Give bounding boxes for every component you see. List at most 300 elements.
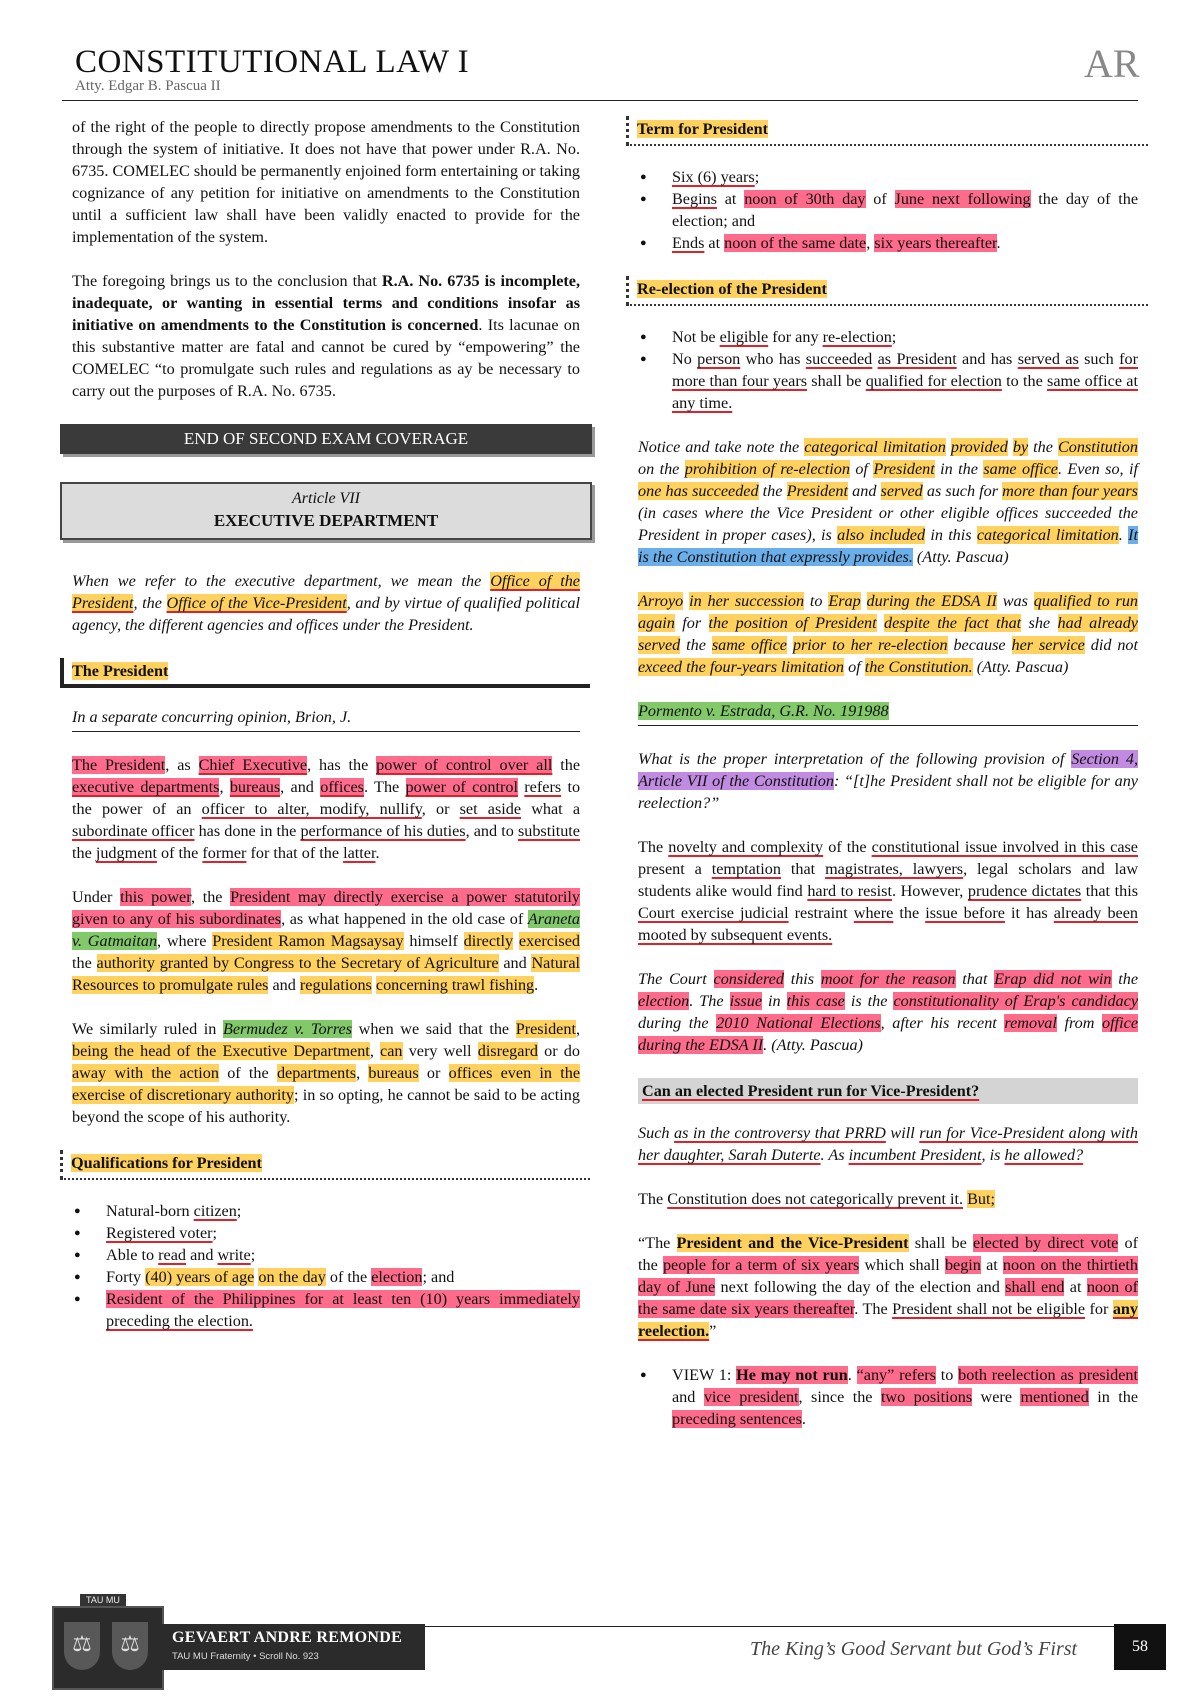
text-run: considered xyxy=(713,970,784,988)
text-run: , and to xyxy=(465,822,518,840)
article-title: EXECUTIVE DEPARTMENT xyxy=(213,511,439,530)
list-item xyxy=(638,348,1138,414)
text-run: constitutional issue involved in this case xyxy=(871,838,1138,856)
text-run: . xyxy=(375,844,380,862)
text-run: to the power of an xyxy=(72,778,581,818)
text-run: directly xyxy=(463,932,514,950)
text-run: ; xyxy=(891,328,897,346)
text-run: the Constitution. xyxy=(864,658,973,676)
text-run: in her succession xyxy=(689,592,805,610)
fraternity-emblem xyxy=(52,1595,164,1690)
paragraph-conclusion xyxy=(72,270,580,402)
text-run: and has xyxy=(956,350,1018,368)
paragraph-question xyxy=(638,748,1138,814)
text-run: , or xyxy=(421,800,460,818)
text-run: during the EDSA II xyxy=(866,592,997,610)
text-run: (Atty. Pascua) xyxy=(912,548,1009,566)
text-run: . xyxy=(996,234,1001,252)
text-run: Constitution xyxy=(1057,438,1138,456)
text-run: one has succeeded xyxy=(638,482,759,500)
text-run: . (Atty. Pascua) xyxy=(763,1036,863,1054)
text-run: the position of President xyxy=(708,614,877,632)
text-run: . The xyxy=(689,992,730,1010)
text-run: authority granted by Congress to the Secretary of Agriculture xyxy=(96,954,499,972)
text-run: bureaus xyxy=(229,778,281,796)
text-run: substitute xyxy=(517,822,580,840)
footer-motto: The King’s Good Servant but God’s First xyxy=(750,1638,1078,1660)
text-run: VIEW 1: xyxy=(672,1366,737,1384)
text-run: for xyxy=(674,614,709,632)
reelection-list xyxy=(638,326,1138,414)
text-run: Registered voter xyxy=(106,1224,213,1242)
end-of-coverage-banner: END OF SECOND EXAM COVERAGE xyxy=(60,424,592,454)
text-run: that this xyxy=(1081,882,1138,900)
text-run: categorical limitation xyxy=(976,526,1119,544)
text-run: ” xyxy=(709,1322,717,1340)
text-run: as in the controversy that PRRD xyxy=(674,1124,886,1142)
text-run: . xyxy=(534,976,539,994)
text-run: on the xyxy=(638,460,685,478)
text-run: , and xyxy=(280,778,321,796)
text-run: constitutionality of Erap's candidacy xyxy=(893,992,1139,1010)
header-divider xyxy=(62,100,1138,101)
text-run: President shall not be eligible xyxy=(892,1300,1086,1318)
text-run: ; xyxy=(236,1202,242,1220)
list-item xyxy=(72,1200,580,1222)
text-run: It is the Constitution that expressly provides. xyxy=(638,526,1138,566)
text-run: more than four years xyxy=(1002,482,1138,500)
text-run: ; in so opting, he cannot be said to be acting beyond the scope of his authority. xyxy=(72,1086,580,1126)
fraternity-scroll: TAU MU Fraternity • Scroll No. 923 xyxy=(172,1651,319,1662)
text-run: very well xyxy=(402,1042,478,1060)
paragraph-bermudez xyxy=(72,1018,580,1128)
text-run: The xyxy=(638,838,669,856)
text-run: served as xyxy=(1017,350,1079,368)
text-run: refers xyxy=(524,778,562,796)
text-run: . xyxy=(847,1366,857,1384)
article-number: Article VII xyxy=(292,490,360,507)
text-run: The xyxy=(638,1190,668,1208)
text-run: President xyxy=(786,482,849,500)
paragraph-prrd xyxy=(638,1122,1138,1166)
case-heading-pormento xyxy=(638,700,1138,726)
paragraph-categorical-limitation xyxy=(638,436,1138,568)
text-run: this case xyxy=(786,992,845,1010)
text-run: did not xyxy=(1084,636,1139,654)
text-run: . As xyxy=(820,1146,849,1164)
text-run: this power xyxy=(120,888,191,906)
paragraph-under-this-power xyxy=(72,886,580,996)
text-run: will xyxy=(885,1124,920,1142)
text-run: power of control over all xyxy=(376,756,553,774)
text-run: , the xyxy=(190,888,231,906)
text-run: shall end xyxy=(1005,1278,1065,1296)
text-run: the xyxy=(1111,970,1139,988)
text-run: 2010 National Elections xyxy=(716,1014,881,1032)
text-run xyxy=(877,614,884,632)
text-run: mentioned xyxy=(1020,1388,1089,1406)
text-run: can xyxy=(380,1042,403,1060)
text-run: being the head of the Executive Department xyxy=(72,1042,370,1060)
text-run: , and by virtue of qualified political agency, the different agencies and offices under the President. xyxy=(72,594,580,634)
text-run: two positions xyxy=(880,1388,973,1406)
text-run: Such xyxy=(638,1124,675,1142)
text-run: and xyxy=(268,976,300,994)
text-run: , the xyxy=(133,594,167,612)
list-item xyxy=(638,188,1138,232)
text-run: and xyxy=(498,954,532,972)
text-run: President may directly exercise a power statutorily given to any of his subordinates xyxy=(72,888,580,928)
text-run: , since the xyxy=(798,1388,881,1406)
text-run: (in cases where the Vice President or other eligible offices succeeded the President in proper cases), is xyxy=(638,504,1138,544)
text-run: Begins xyxy=(672,190,717,208)
text-run: to xyxy=(935,1366,959,1384)
text-run: qualified to run again xyxy=(638,592,1139,632)
text-run: ; xyxy=(250,1246,256,1264)
text-run: Araneta v. Gatmaitan xyxy=(72,910,580,950)
heading-qualifications-text: Qualifications for President xyxy=(71,1154,262,1172)
text-run: “The xyxy=(638,1234,677,1252)
text-run: set aside xyxy=(459,800,522,818)
text-run: disregard xyxy=(477,1042,538,1060)
text-run: Six (6) years xyxy=(672,168,755,186)
text-run: person xyxy=(697,350,741,368)
text-run: during the xyxy=(638,1014,717,1032)
text-run: judgment xyxy=(95,844,157,862)
text-run: the xyxy=(1028,438,1058,456)
text-run: , xyxy=(575,1020,580,1038)
text-run: The President xyxy=(72,756,166,774)
shield-icon: ⚖ xyxy=(64,1622,100,1670)
text-run: for more than four years xyxy=(672,350,1138,390)
text-run: citizen xyxy=(193,1202,237,1220)
text-run: , as xyxy=(165,756,199,774)
text-run: at xyxy=(980,1256,1003,1274)
text-run: Erap xyxy=(828,592,861,610)
text-run: , as what happened in the old case of xyxy=(281,910,528,928)
text-run: offices xyxy=(320,778,364,796)
text-run: the xyxy=(552,756,581,774)
text-run: or xyxy=(418,1064,449,1082)
text-run: . The xyxy=(363,778,406,796)
text-run: novelty and complexity xyxy=(668,838,824,856)
text-run: of the xyxy=(325,1268,372,1286)
text-run: prohibition of re-election xyxy=(684,460,850,478)
text-run: of xyxy=(865,190,895,208)
text-run: because xyxy=(947,636,1012,654)
text-run: ; and xyxy=(422,1268,455,1286)
text-run: Under xyxy=(72,888,121,906)
text-run: , xyxy=(866,234,875,252)
heading-reelection xyxy=(626,276,1148,306)
text-run: . xyxy=(1118,526,1129,544)
text-run: in xyxy=(762,992,787,1010)
conclusion-tail: . Its lacunae on this substantive matter are fatal and cannot be cured by “empowering” the COMELEC “to promulgate such rules and regulations as ay be necessary to carry out the purposes of R.A. No. 6735. xyxy=(72,316,580,400)
case-heading-pormento-text: Pormento v. Estrada, G.R. No. 191988 xyxy=(638,702,889,720)
text-run: What is the proper interpretation of the following provision of xyxy=(638,750,1072,768)
text-run: write xyxy=(217,1246,251,1264)
text-run: But; xyxy=(967,1190,995,1208)
text-run: Ends xyxy=(672,234,705,252)
text-run: to xyxy=(804,592,829,610)
text-run: served xyxy=(880,482,923,500)
page-number: 58 xyxy=(1114,1624,1166,1670)
text-run: for xyxy=(1085,1300,1113,1318)
text-run: or do xyxy=(537,1042,580,1060)
text-run: shall be xyxy=(908,1234,973,1252)
text-run: No xyxy=(672,350,698,368)
text-run: , xyxy=(219,778,230,796)
text-run: . xyxy=(801,1410,806,1428)
text-run: succeeded xyxy=(805,350,873,368)
text-run: and xyxy=(848,482,881,500)
text-run: is the xyxy=(844,992,894,1010)
text-run: that xyxy=(780,860,826,878)
paragraph-initiative: of the right of the people to directly propose amendments to the Constitution through the system of initiative. It does not have that power under R.A. No. 6735. COMELEC should be permanently enjoined form entertaining or taking cognizance of any petition for initiative on amendments to the Constitution until a sufficient law shall have been validly enacted to provide for the implementation of the system. xyxy=(72,118,581,246)
text-run: has done in the xyxy=(194,822,301,840)
executive-intro xyxy=(72,570,580,636)
text-run: the xyxy=(758,482,787,500)
views-list xyxy=(638,1364,1138,1430)
text-run: provided xyxy=(950,438,1008,456)
text-run: Arroyo xyxy=(638,592,684,610)
text-run: categorical limitation xyxy=(804,438,946,456)
text-run: it has xyxy=(1004,904,1054,922)
heading-reelection-text: Re-election of the President xyxy=(637,280,827,298)
text-run: away with the action xyxy=(72,1064,219,1082)
text-run: ; xyxy=(212,1224,218,1242)
text-run: vice president xyxy=(703,1388,799,1406)
text-run: of xyxy=(844,658,865,676)
heading-vice-president-question-text: Can an elected President run for Vice-President? xyxy=(642,1082,980,1100)
paragraph-arroyo xyxy=(638,590,1138,678)
text-run: as such for xyxy=(922,482,1003,500)
scales-shield-icon: ⚖ xyxy=(112,1622,148,1670)
text-run: preceding the election. xyxy=(106,1312,253,1330)
text-run: He may not run xyxy=(736,1366,848,1384)
text-run: election xyxy=(638,992,690,1010)
conclusion-bold: R.A. No. 6735 is incomplete, inadequate, or wanting in essential terms and conditions insofar as initiative on amendments to the Constitution is concerned xyxy=(72,272,581,334)
text-run: begin xyxy=(944,1256,981,1274)
text-run: which shall xyxy=(859,1256,945,1274)
text-run: from xyxy=(1056,1014,1103,1032)
text-run: hard to resist xyxy=(807,882,892,900)
text-run: already been mooted by subsequent events. xyxy=(638,904,1138,944)
text-run: executive departments xyxy=(72,778,220,796)
text-run: by xyxy=(1012,438,1029,456)
text-run: President xyxy=(873,460,935,478)
text-run: , legal scholars and law students alike would find xyxy=(638,860,1139,900)
text-run: Able to xyxy=(106,1246,159,1264)
text-run: as President xyxy=(877,350,957,368)
text-run: departments xyxy=(276,1064,357,1082)
heading-vice-president-question xyxy=(638,1078,1138,1104)
right-column xyxy=(638,116,1138,1452)
text-run: Natural-born xyxy=(106,1202,194,1220)
text-run: the xyxy=(72,844,96,862)
text-run: any reelection. xyxy=(638,1300,1139,1340)
text-run: when we said that the xyxy=(352,1020,516,1038)
text-run: same office at any time. xyxy=(672,372,1138,412)
text-run: for that of the xyxy=(246,844,344,862)
text-run: shall be xyxy=(807,372,866,390)
text-run: exercised xyxy=(518,932,581,950)
text-run: her service xyxy=(1011,636,1085,654)
list-item xyxy=(72,1266,580,1288)
text-run: issue before xyxy=(925,904,1005,922)
text-run: Notice and take note the xyxy=(638,438,805,456)
text-run: of the xyxy=(156,844,203,862)
author-name: GEVAERT ANDRE REMONDE xyxy=(172,1629,403,1646)
text-run: re-election xyxy=(822,328,892,346)
text-run: President and the Vice-President xyxy=(676,1234,909,1252)
text-run: next following the day of the election and xyxy=(715,1278,1006,1296)
paragraph-moot xyxy=(638,968,1138,1056)
text-run: regulations xyxy=(299,976,372,994)
text-run: subordinate officer xyxy=(72,822,195,840)
heading-qualifications xyxy=(60,1150,590,1180)
text-run: the xyxy=(72,954,97,972)
text-run: same office xyxy=(711,636,787,654)
heading-the-president-text: The President xyxy=(72,662,169,680)
text-run: and xyxy=(186,1246,218,1264)
emblem-tag: TAU MU xyxy=(80,1594,126,1606)
text-run: where xyxy=(853,904,894,922)
document-author: Atty. Edgar B. Pascua II xyxy=(75,78,221,94)
text-run: who has xyxy=(740,350,806,368)
text-run: performance of his duties xyxy=(300,822,466,840)
text-run: . However, xyxy=(891,882,968,900)
text-run: run for Vice-President along with her daughter, Sarah Duterte xyxy=(638,1124,1138,1164)
text-run: prior to her re-election xyxy=(792,636,948,654)
text-run: the xyxy=(893,904,926,922)
heading-term xyxy=(626,116,1148,146)
text-run: , has the xyxy=(307,756,377,774)
text-run: the day of the election; and xyxy=(672,190,1139,230)
text-run: “any” refers xyxy=(856,1366,936,1384)
text-run: Court exercise judicial xyxy=(638,904,789,922)
text-run: present a xyxy=(638,860,712,878)
text-run: Section 4, Article VII of the Constitution xyxy=(638,750,1138,790)
text-run: of xyxy=(849,460,874,478)
ar-logo: AR xyxy=(1084,41,1140,86)
list-item xyxy=(638,326,1138,348)
list-item xyxy=(638,1364,1138,1430)
text-run: elected by direct vote xyxy=(972,1234,1119,1252)
text-run: President xyxy=(515,1020,576,1038)
text-run: that xyxy=(955,970,995,988)
text-run: of the xyxy=(218,1064,277,1082)
text-run: had already served xyxy=(638,614,1138,654)
text-run: qualified for election xyxy=(865,372,1002,390)
text-run: Natural Resources to promulgate rules xyxy=(72,954,581,994)
list-item xyxy=(638,232,1138,254)
text-run: exceed the four-years limitation xyxy=(638,658,845,676)
term-list xyxy=(638,166,1138,254)
text-run: also included xyxy=(837,526,926,544)
text-run: Constitution does not categorically prevent it. xyxy=(667,1190,964,1208)
text-run: Erap did not win xyxy=(994,970,1112,988)
text-run: were xyxy=(972,1388,1021,1406)
text-run: June next following xyxy=(894,190,1031,208)
text-run: at xyxy=(1064,1278,1087,1296)
text-run: prudence dictates xyxy=(967,882,1082,900)
text-run: was xyxy=(996,592,1034,610)
heading-term-text: Term for President xyxy=(637,120,768,138)
text-run: latter xyxy=(343,844,376,862)
text-run: , xyxy=(369,1042,381,1060)
text-run: preceding sentences xyxy=(672,1410,802,1428)
text-run: despite the fact that xyxy=(883,614,1022,632)
text-run: to the xyxy=(1001,372,1048,390)
text-run: in the xyxy=(934,460,984,478)
text-run: issue xyxy=(729,992,762,1010)
list-item xyxy=(638,166,1138,188)
text-run: read xyxy=(158,1246,187,1264)
text-run: noon on the thirtieth day of June xyxy=(638,1256,1138,1296)
text-run: for any xyxy=(768,328,823,346)
author-nameplate xyxy=(160,1624,425,1670)
text-run: six years thereafter xyxy=(874,234,997,252)
text-run: election xyxy=(371,1268,423,1286)
text-run: such xyxy=(1078,350,1120,368)
text-run: When we refer to the executive department, we mean the xyxy=(72,572,491,590)
text-run: restraint xyxy=(788,904,854,922)
text-run: Office of the Vice-President xyxy=(166,594,347,612)
document-title: CONSTITUTIONAL LAW I xyxy=(75,44,470,80)
text-run: in this xyxy=(925,526,977,544)
text-run: on the day xyxy=(258,1268,326,1286)
list-item xyxy=(72,1288,580,1332)
paragraph-novelty xyxy=(638,836,1138,946)
text-run: (Atty. Pascua) xyxy=(972,658,1069,676)
text-run: same office xyxy=(983,460,1058,478)
list-item xyxy=(72,1222,580,1244)
text-run: Bermudez v. Torres xyxy=(222,1020,353,1038)
text-run: concerning trawl fishing xyxy=(375,976,535,994)
text-run: offices even in the exercise of discretionary authority xyxy=(72,1064,581,1104)
text-run: bureaus xyxy=(368,1064,419,1082)
text-run: in the xyxy=(1088,1388,1139,1406)
paragraph-provision-quote xyxy=(638,1232,1138,1342)
text-run: people for a term of six years xyxy=(662,1256,860,1274)
text-run: noon of the same date xyxy=(724,234,867,252)
text-run: , after his recent xyxy=(880,1014,1005,1032)
text-run: she xyxy=(1021,614,1058,632)
text-run: magistrates, lawyers xyxy=(825,860,964,878)
text-run: at xyxy=(716,190,745,208)
text-run: Resident of the Philippines for at least ten (10) years immediately xyxy=(106,1290,580,1308)
text-run: of the xyxy=(823,838,872,856)
text-run: ; xyxy=(754,168,760,186)
text-run: : “[t]he President shall not be eligible for any reelection?” xyxy=(638,772,1138,812)
text-run: , where xyxy=(157,932,213,950)
text-run: , xyxy=(356,1064,369,1082)
heading-the-president xyxy=(60,658,590,688)
text-run: he allowed? xyxy=(1004,1146,1084,1164)
text-run: The Court xyxy=(638,970,714,988)
paragraph-constitution xyxy=(638,1188,1138,1210)
text-run: both reelection as president xyxy=(958,1366,1138,1384)
text-run: incumbent President xyxy=(848,1146,982,1164)
text-run: , is xyxy=(981,1146,1005,1164)
text-run xyxy=(787,636,793,654)
text-run xyxy=(861,592,867,610)
text-run: (40) years of age xyxy=(145,1268,255,1286)
text-run: this xyxy=(783,970,821,988)
text-run: and xyxy=(672,1388,704,1406)
text-run: of the xyxy=(638,1234,1138,1274)
